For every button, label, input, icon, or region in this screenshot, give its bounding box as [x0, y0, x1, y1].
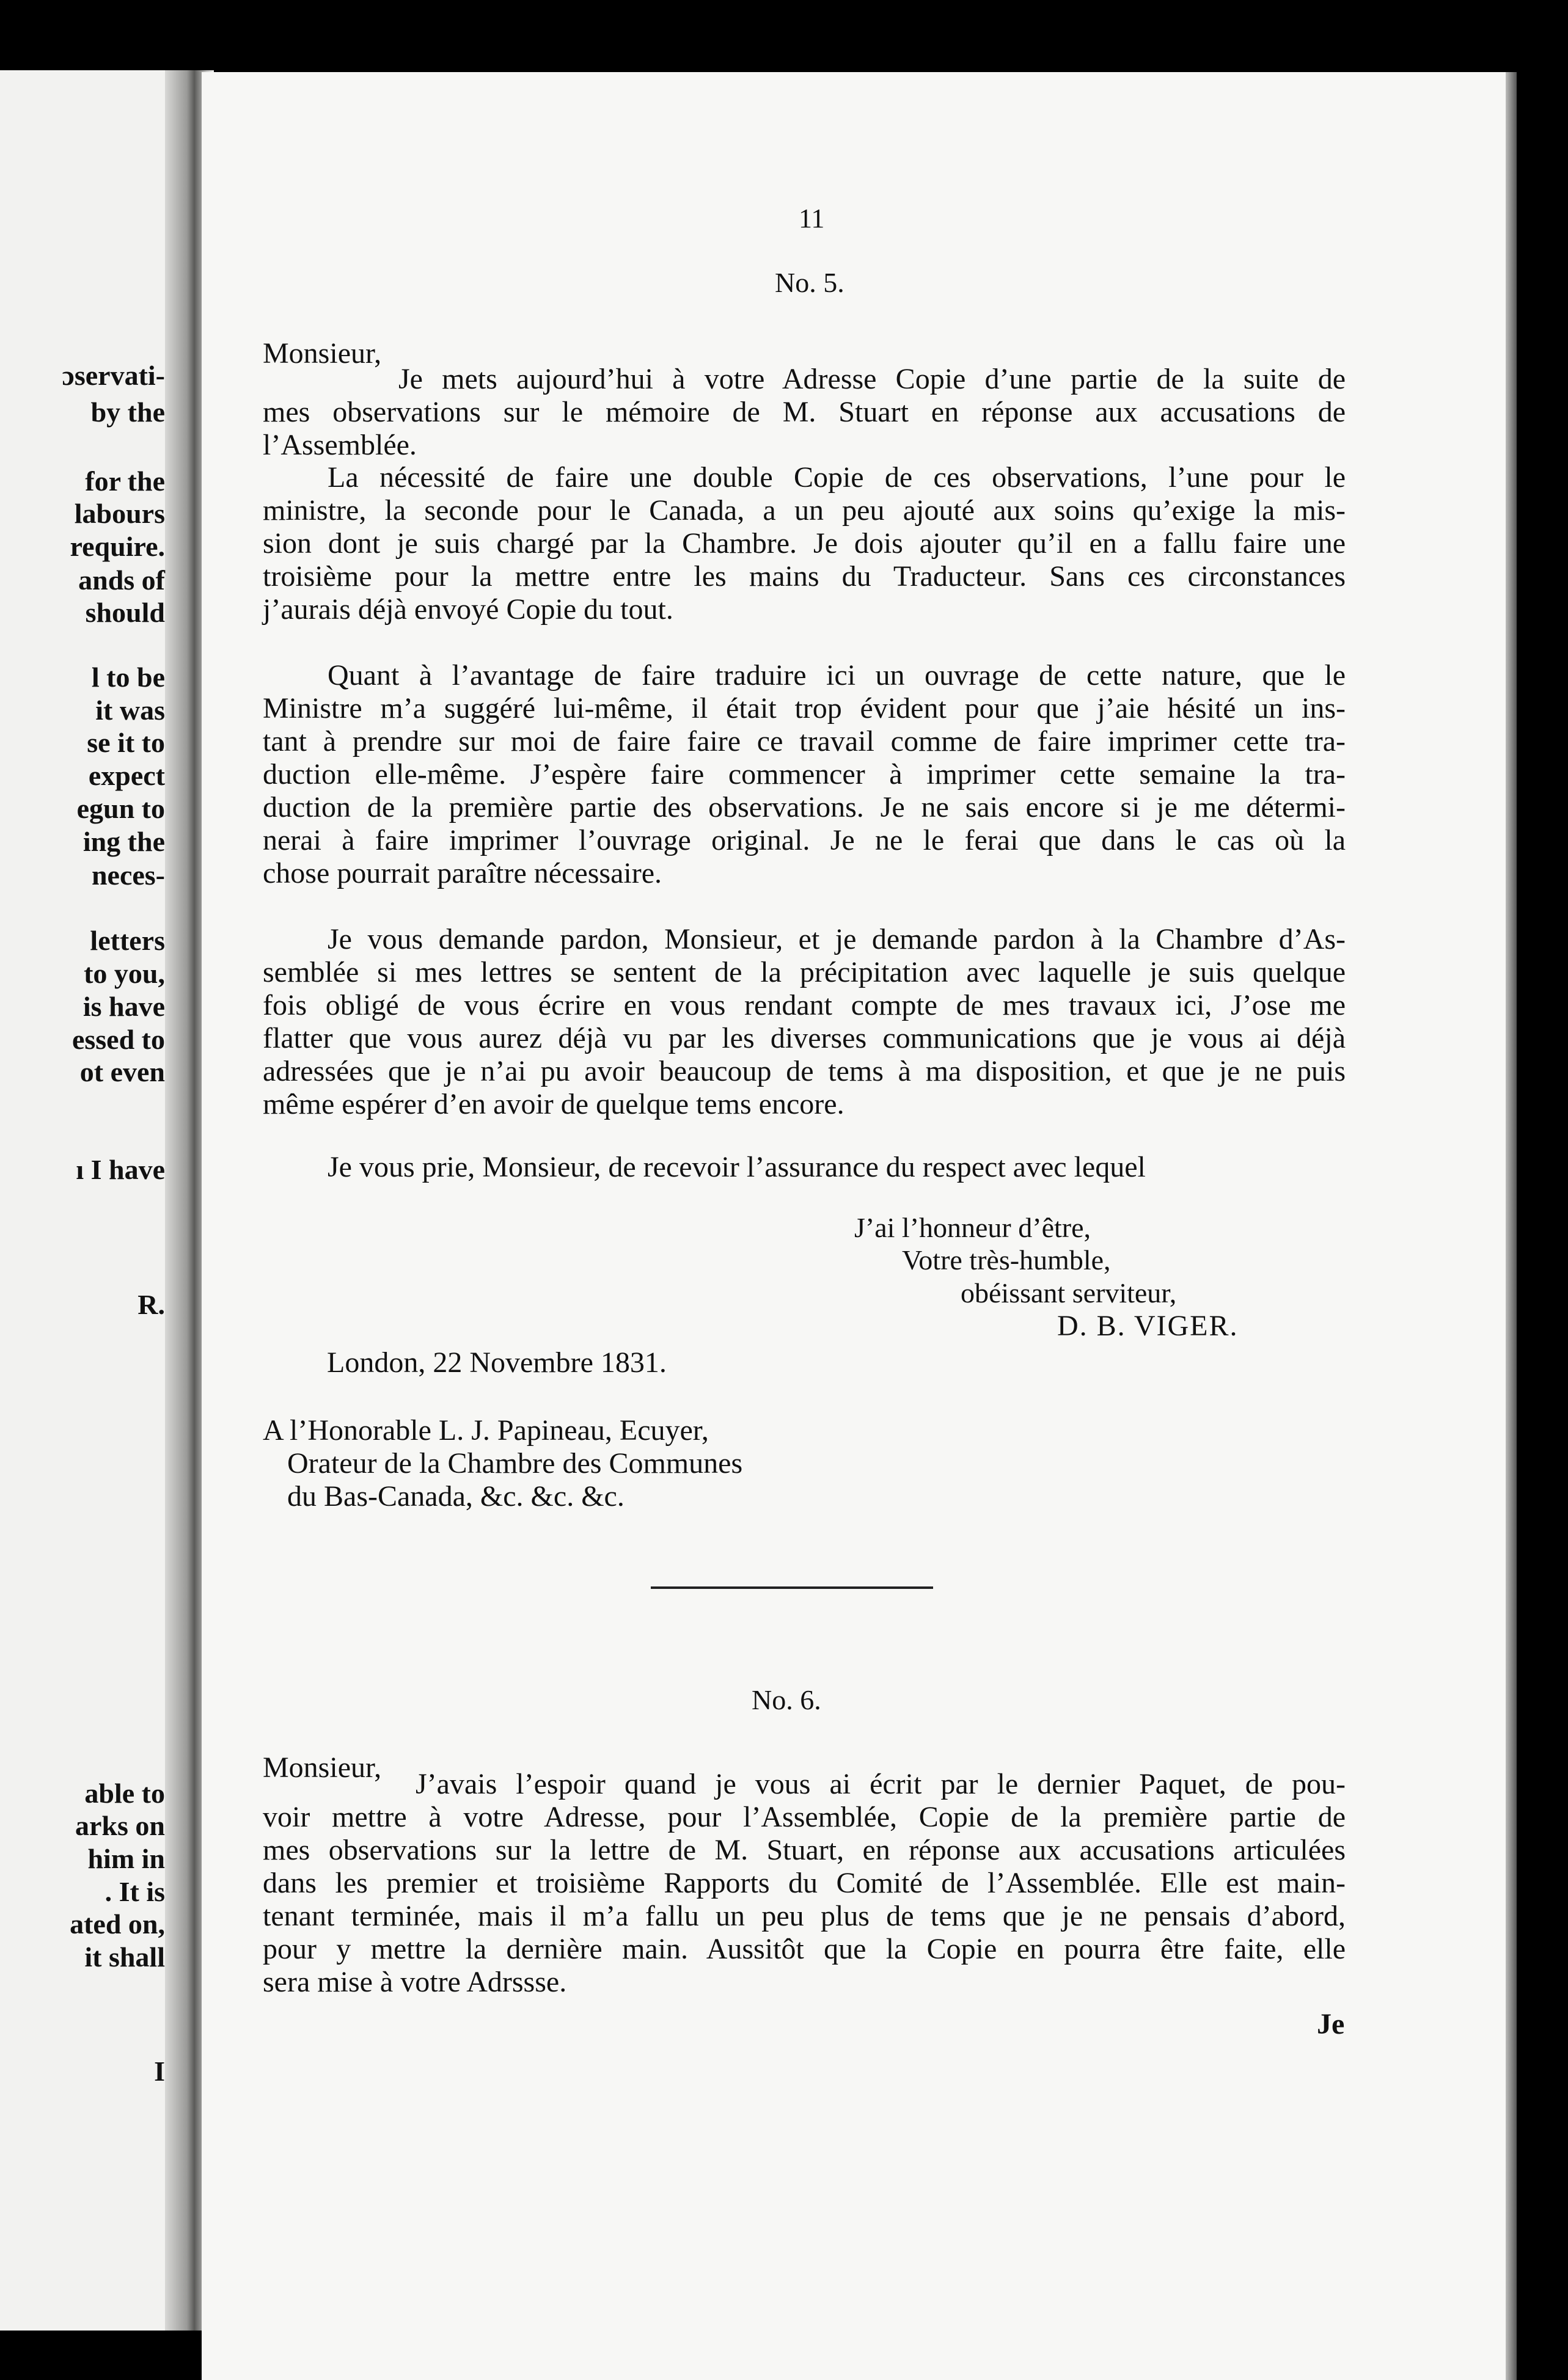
text-line: La nécessité de faire une double Copie de ces observations, l’une pour le: [328, 461, 1346, 494]
left-page-line: it shall: [84, 1941, 165, 1973]
left-page-line: by the: [90, 396, 165, 428]
address-line-3: du Bas-Canada, &c. &c. &c.: [287, 1480, 625, 1513]
left-page-line: to you,: [84, 958, 165, 989]
text-line: mes observations sur le mémoire de M. Stuart en réponse aux accusations de: [263, 396, 1346, 428]
text-line: voir mettre à votre Adresse, pour l’Assemblée, Copie de la première partie de: [263, 1801, 1346, 1833]
text-line: ministre, la seconde pour le Canada, a un peu ajouté aux soins qu’exige la mis-: [263, 494, 1346, 527]
left-page-line: ing the: [82, 826, 165, 857]
left-page-line: him in: [87, 1843, 165, 1874]
left-page-line: able to: [84, 1778, 165, 1809]
text-line: nerai à faire imprimer l’ouvrage original. Je ne le ferai que dans le cas où la: [263, 824, 1346, 856]
text-line: duction elle-même. J’espère faire commencer à imprimer cette semaine la tra-: [263, 758, 1346, 790]
text-line: sion dont je suis chargé par la Chambre. Je dois ajouter qu’il en a fallu faire une: [263, 527, 1346, 560]
page-number: 11: [799, 203, 825, 233]
text-line: chose pourrait paraître nécessaire.: [263, 857, 662, 889]
left-page-line: neces-: [91, 860, 165, 891]
text-line: même espérer d’en avoir de quelque tems encore.: [263, 1088, 844, 1120]
text-line: tenant terminée, mais il m’a fallu un peu plus de tems que je ne pensais d’abord,: [263, 1900, 1346, 1932]
text-line: troisième pour la mettre entre les mains du Traducteur. Sans ces circonstances: [263, 560, 1346, 593]
left-page-line: is have: [82, 991, 165, 1022]
left-page-line: I: [154, 2056, 165, 2087]
text-line: adressées que je n’ai pu avoir beaucoup de tems à ma disposition, et que je ne puis: [263, 1055, 1346, 1087]
letter-5-salutation: Monsieur,: [263, 337, 382, 370]
closing-line-1: J’ai l’honneur d’être,: [854, 1212, 1091, 1243]
left-page-line: ɔservati-: [62, 360, 165, 391]
left-page-line: letters: [90, 925, 165, 956]
text-line: sera mise à votre Adrssse.: [263, 1966, 567, 1998]
text-line: Je vous prie, Monsieur, de recevoir l’assurance du respect avec lequel: [328, 1151, 1146, 1183]
left-page-line: R.: [137, 1289, 165, 1320]
text-line: Ministre m’a suggéré lui-même, il était trop évident pour que j’aie hésité un ins-: [263, 692, 1346, 725]
letter-6-number: No. 6.: [752, 1684, 821, 1715]
left-page-line: ated on,: [70, 1908, 165, 1940]
text-line: flatter que vous aurez déjà vu par les diverses communications que je vous ai déjà: [263, 1022, 1346, 1054]
signature: D. B. VIGER.: [1057, 1310, 1239, 1342]
left-page-line: essed to: [71, 1024, 165, 1055]
text-line: pour y mettre la dernière main. Aussitôt que la Copie en pourra être faite, elle: [263, 1933, 1346, 1965]
left-page-line: should: [85, 597, 165, 628]
section-divider: [651, 1586, 933, 1589]
left-page-line: . It is: [104, 1876, 165, 1907]
left-page-line: ı I have: [76, 1154, 165, 1185]
text-line: fois obligé de vous écrire en vous rendant compte de mes travaux ici, J’ose me: [263, 989, 1346, 1021]
text-line: Je mets aujourd’hui à votre Adresse Copie d’une partie de la suite de: [398, 363, 1346, 395]
text-line: tant à prendre sur moi de faire faire ce travail comme de faire imprimer cette tra-: [263, 725, 1346, 757]
left-page-line: it was: [95, 695, 165, 726]
letter-5-number: No. 5.: [775, 267, 844, 298]
letter-6-salutation: Monsieur,: [263, 1751, 382, 1784]
text-line: semblée si mes lettres se sentent de la précipitation avec laquelle je suis quelque: [263, 956, 1346, 988]
closing-line-2: Votre très-humble,: [902, 1244, 1111, 1276]
catchword: Je: [1317, 2008, 1345, 2040]
left-page-line: ot even: [79, 1056, 165, 1087]
text-line: duction de la première partie des observations. Je ne sais encore si je me détermi-: [263, 791, 1346, 823]
text-line: mes observations sur la lettre de M. Stuart, en réponse aux accusations articulées: [263, 1834, 1346, 1866]
left-page-line: require.: [70, 531, 165, 562]
text-line: Je vous demande pardon, Monsieur, et je demande pardon à la Chambre d’As-: [328, 923, 1346, 955]
left-page-line: labours: [74, 498, 165, 529]
address-line-1: A l’Honorable L. J. Papineau, Ecuyer,: [263, 1414, 709, 1447]
text-line: J’avais l’espoir quand je vous ai écrit par le dernier Paquet, de pou-: [416, 1768, 1346, 1800]
left-page-line: for the: [85, 465, 165, 497]
left-page-line: arks on: [75, 1810, 165, 1841]
address-line-2: Orateur de la Chambre des Communes: [287, 1447, 743, 1480]
page-edge-shadow: [1506, 72, 1517, 2380]
left-page-line: se it to: [87, 727, 165, 758]
text-line: dans les premier et troisième Rapports du Comité de l’Assemblée. Elle est main-: [263, 1867, 1346, 1899]
text-line: l’Assemblée.: [263, 429, 417, 461]
text-line: Quant à l’avantage de faire traduire ici un ouvrage de cette nature, que le: [328, 659, 1346, 692]
left-page-line: expect: [88, 760, 165, 791]
text-line: j’aurais déjà envoyé Copie du tout.: [263, 593, 673, 626]
left-page-line: l to be: [91, 662, 165, 693]
left-page-line: egun to: [76, 793, 165, 824]
letter-date: London, 22 Novembre 1831.: [327, 1346, 667, 1379]
closing-line-3: obéissant serviteur,: [961, 1277, 1177, 1309]
left-page-line: ands of: [78, 564, 165, 596]
